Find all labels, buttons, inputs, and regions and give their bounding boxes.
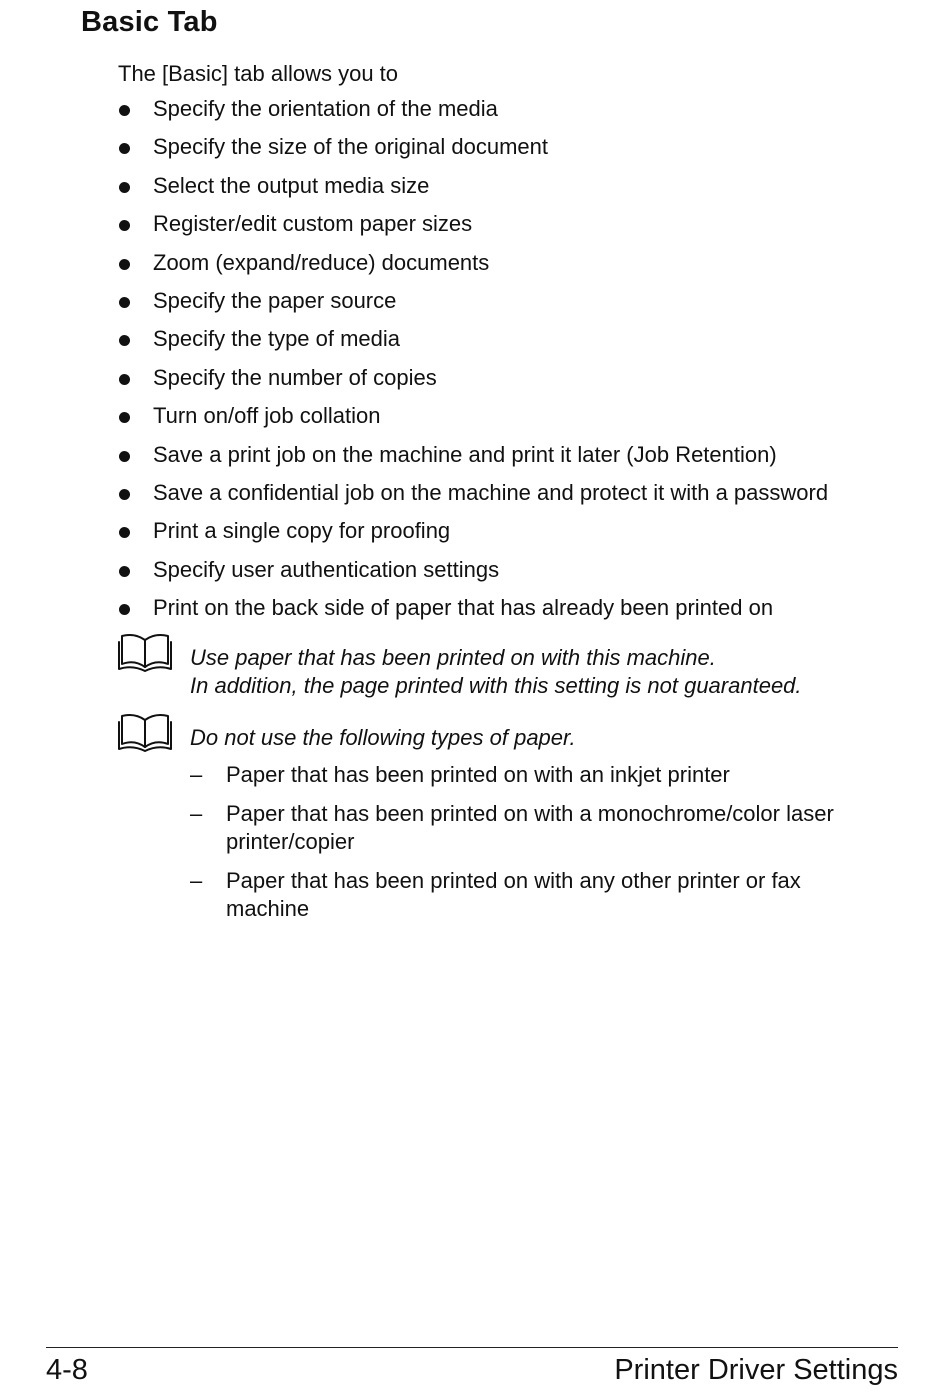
book-icon <box>118 714 172 752</box>
bullet-icon <box>119 451 130 462</box>
bullet-icon <box>119 220 130 231</box>
bullet-icon <box>119 259 130 270</box>
list-item: Turn on/off job collation <box>0 402 950 440</box>
list-item: – Paper that has been printed on with an inkjet printer <box>190 762 730 787</box>
bullet-icon <box>119 105 130 116</box>
list-item: – Paper that has been printed on with any other printer or fax machine <box>190 868 801 921</box>
dash-marker: – <box>190 801 203 826</box>
list-item: Specify user authentication settings <box>0 556 950 594</box>
bullet-icon <box>119 412 130 423</box>
dash-marker: – <box>190 762 203 787</box>
bullet-icon <box>119 335 130 346</box>
footer-divider <box>46 1347 898 1348</box>
bullet-icon <box>119 182 130 193</box>
list-item: Select the output media size <box>0 172 950 210</box>
intro-text: The [Basic] tab allows you to <box>118 61 399 86</box>
list-item: Specify the paper source <box>0 287 950 325</box>
page-number: 4-8 <box>46 1354 88 1386</box>
list-item: – Paper that has been printed on with a monochrome/color laser printer/copier <box>190 801 834 854</box>
list-item: Specify the orientation of the media <box>0 95 950 133</box>
dash-marker: – <box>190 868 203 893</box>
list-item: Print on the back side of paper that has already been printed on <box>0 594 950 632</box>
bullet-icon <box>119 374 130 385</box>
section-title: Basic Tab <box>81 6 218 38</box>
list-item: Specify the size of the original document <box>0 133 950 171</box>
bullet-icon <box>119 527 130 538</box>
list-item: Specify the type of media <box>0 325 950 363</box>
list-item: Save a confidential job on the machine and protect it with a password <box>0 479 950 517</box>
book-icon <box>118 634 172 672</box>
bullet-icon <box>119 143 130 154</box>
list-item: Print a single copy for proofing <box>0 517 950 555</box>
note-text: Use paper that has been printed on with this machine. In addition, the page printed with this setting is not guaranteed. <box>190 645 802 698</box>
footer-section-title: Printer Driver Settings <box>614 1354 898 1386</box>
bullet-icon <box>119 566 130 577</box>
bullet-icon <box>119 489 130 500</box>
list-item: Zoom (expand/reduce) documents <box>0 249 950 287</box>
list-item: Register/edit custom paper sizes <box>0 210 950 248</box>
list-item: Save a print job on the machine and print it later (Job Retention) <box>0 441 950 479</box>
bullet-icon <box>119 297 130 308</box>
list-item: Specify the number of copies <box>0 364 950 402</box>
note-text: Do not use the following types of paper. <box>190 725 576 750</box>
feature-list <box>0 95 950 632</box>
bullet-icon <box>119 604 130 615</box>
